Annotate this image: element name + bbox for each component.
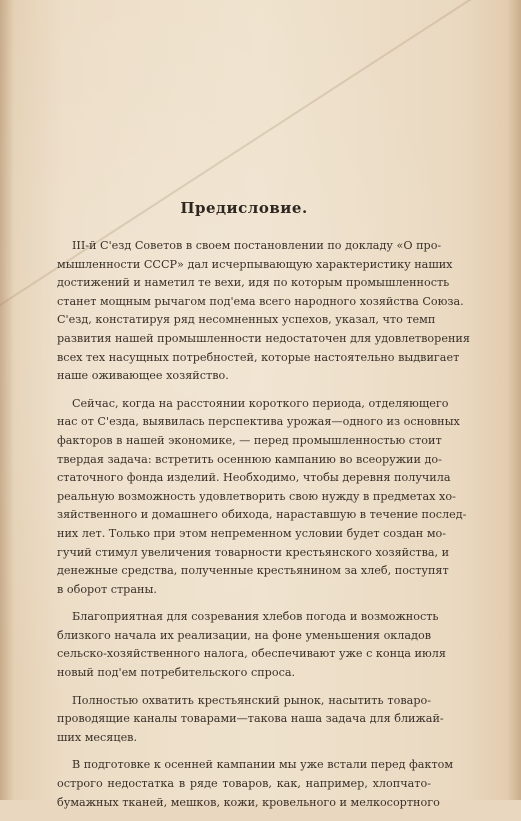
text-line: бумажных тканей, мешков, кожи, кровельного и мелкосортного <box>57 795 440 809</box>
text-line: острого недостатка в ряде товаров, как, например, хлопчато- <box>57 777 431 791</box>
paragraphs <box>57 237 470 812</box>
text-line: станет мощным рычагом под'ема всего народного хозяйства Союза. <box>57 294 464 308</box>
text-line: них лет. Только при этом непременном условии будет создан мо- <box>57 526 447 540</box>
paragraph <box>57 692 444 748</box>
text-line: в оборот страны. <box>57 582 157 596</box>
text-line: III-й С'езд Советов в своем постановлении по докладу «О про- <box>72 239 442 252</box>
text-block <box>57 199 470 821</box>
text-line: Сейчас, когда на расстоянии короткого периода, отделяющего <box>72 396 449 410</box>
page-title: Предисловие. <box>180 199 308 217</box>
text-line: статочного фонда изделий. Необходимо, чтобы деревня получила <box>57 471 451 485</box>
page-edge-shadow-right <box>507 0 521 800</box>
text-line: всех тех насущных потребностей, которые настоятельно выдвигает <box>57 350 460 364</box>
paragraph <box>57 237 470 386</box>
text-line: развития нашей промышленности недостаточен для удовлетворения <box>57 331 470 345</box>
text-line: мышленности СССР» дал исчерпывающую характеристику наших <box>57 257 453 271</box>
paragraph <box>57 608 446 682</box>
paragraph <box>57 756 454 812</box>
text-line: наше оживающее хозяйство. <box>57 369 229 383</box>
page-edge-shadow-left <box>0 0 14 800</box>
text-line: новый под'ем потребительского спроса. <box>57 666 296 680</box>
text-line: реальную возможность удовлетворить свою нужду в предметах хо- <box>57 489 456 503</box>
text-line: денежные средства, полученные крестьянином за хлеб, поступят <box>57 564 449 578</box>
text-line: нас от С'езда, выявилась перспектива урожая—одного из основных <box>57 415 460 429</box>
text-line: проводящие каналы товарами—такова наша задача для ближай- <box>57 712 444 726</box>
text-line: достижений и наметил те вехи, идя по которым промышленность <box>57 276 450 290</box>
text-line: гучий стимул увеличения товарности крестьянского хозяйства, и <box>57 545 450 559</box>
text-line: факторов в нашей экономике, — перед промышленностью стоит <box>57 433 442 447</box>
text-line: близкого начала их реализации, на фоне уменьшения окладов <box>57 628 431 642</box>
text-line: ших месяцев. <box>57 730 138 744</box>
text-line: сельско-хозяйственного налога, обеспечивают уже с конца июля <box>57 647 446 661</box>
paragraph <box>57 395 467 600</box>
text-line: Благоприятная для созревания хлебов погода и возможность <box>72 610 439 624</box>
text-line: С'езд, констатируя ряд несомненных успехов, указал, что темп <box>57 313 436 327</box>
text-line: зяйственного и домашнего обихода, нараставшую в течение послед- <box>57 508 467 522</box>
text-line: Полностью охватить крестьянский рынок, насытить товаро- <box>72 693 431 707</box>
text-line: В подготовке к осенней кампании мы уже встали перед фактом <box>72 758 454 772</box>
text-line: твердая задача: встретить осеннюю кампанию во всеоружии до- <box>57 452 442 466</box>
